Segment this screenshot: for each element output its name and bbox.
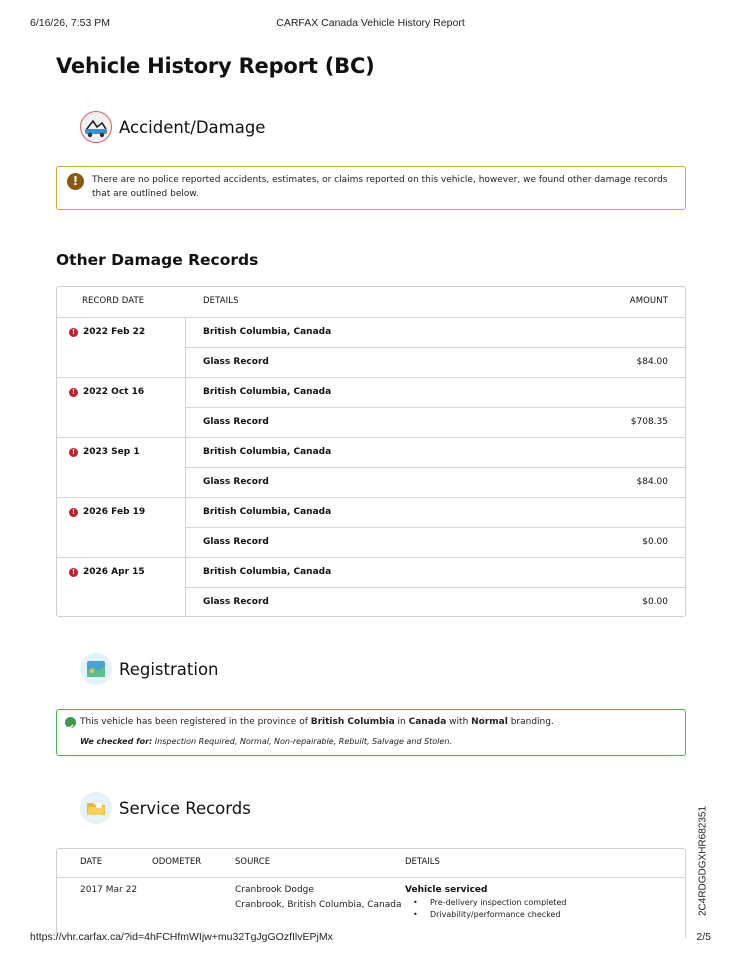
row-divider (57, 497, 685, 498)
other-damage-heading: Other Damage Records (56, 251, 259, 269)
row-divider (185, 467, 685, 468)
record-location: British Columbia, Canada (203, 387, 332, 397)
header-divider (57, 317, 685, 318)
service-source-location: Cranbrook, British Columbia, Canada (235, 900, 402, 910)
alert-dot-icon: ! (69, 388, 78, 397)
record-amount: $0.00 (642, 537, 668, 547)
record-location: British Columbia, Canada (203, 447, 332, 457)
row-divider (185, 587, 685, 588)
branding: Normal (471, 717, 508, 727)
col-amount: AMOUNT (629, 296, 668, 306)
vin-text: 2C4RDGDGXHR682351 (697, 805, 709, 917)
col-odometer: ODOMETER (152, 857, 202, 867)
car-crash-icon (80, 111, 112, 143)
row-divider (185, 347, 685, 348)
row-divider (57, 437, 685, 438)
print-header (30, 17, 711, 31)
alert-dot-icon: ! (69, 508, 78, 517)
row-divider (185, 527, 685, 528)
col-record-date: RECORD DATE (82, 296, 145, 306)
col-details: DETAILS (405, 857, 440, 867)
print-footer (30, 931, 711, 945)
record-amount: $0.00 (642, 597, 668, 607)
record-type: Glass Record (203, 417, 269, 427)
record-date: ! 2026 Feb 19 (69, 505, 145, 519)
record-location: British Columbia, Canada (203, 327, 332, 337)
folder-icon (80, 792, 112, 824)
exclamation-icon: ! (67, 173, 84, 190)
accident-heading: Accident/Damage (119, 117, 266, 137)
record-type: Glass Record (203, 477, 269, 487)
row-divider (57, 557, 685, 558)
accident-section-header (80, 110, 265, 144)
record-date: ! 2023 Sep 1 (69, 445, 140, 459)
service-details-list (405, 897, 566, 921)
map-icon (80, 653, 112, 685)
accident-alert-text: There are no police reported accidents, estimates, or claims reported on this vehicle, however, we found other damage records that are outlined below. (92, 175, 668, 199)
record-date: ! 2022 Feb 22 (69, 325, 145, 339)
checked-for-text: We checked for: Inspection Required, Normal, Non-repairable, Rebuilt, Salvage and Stolen. (80, 737, 452, 746)
col-source: SOURCE (235, 857, 271, 867)
header-divider (57, 877, 685, 878)
service-heading: Service Records (119, 798, 251, 818)
service-section-header (80, 791, 251, 825)
print-title: CARFAX Canada Vehicle History Report (276, 17, 465, 29)
col-details: DETAILS (203, 296, 239, 306)
alert-dot-icon: ! (69, 328, 78, 337)
record-type: Glass Record (203, 597, 269, 607)
page-title: Vehicle History Report (BC) (56, 54, 375, 78)
service-details-title: Vehicle serviced (405, 885, 488, 895)
registration-text: This vehicle has been registered in the province of British Columbia in Canada with Normal branding. (80, 717, 554, 727)
record-location: British Columbia, Canada (203, 507, 332, 517)
registration-heading: Registration (119, 659, 219, 679)
row-divider (185, 407, 685, 408)
registration-section-header (80, 652, 219, 686)
registration-alert (56, 709, 686, 756)
record-amount: $84.00 (636, 477, 668, 487)
record-date: ! 2026 Apr 15 (69, 565, 145, 579)
list-item: • Drivability/performance checked (405, 909, 566, 921)
print-date: 6/16/26, 7:53 PM (30, 17, 110, 29)
record-type: Glass Record (203, 537, 269, 547)
record-date: ! 2022 Oct 16 (69, 385, 144, 399)
record-amount: $84.00 (636, 357, 668, 367)
record-location: British Columbia, Canada (203, 567, 332, 577)
service-source-name: Cranbrook Dodge (235, 885, 314, 895)
row-divider (57, 377, 685, 378)
alert-dot-icon: ! (69, 568, 78, 577)
record-amount: $708.35 (630, 417, 668, 427)
accident-alert (56, 166, 686, 210)
service-records-table (56, 848, 686, 938)
country: Canada (408, 717, 447, 727)
check-circle-icon (65, 717, 76, 728)
print-url[interactable]: https://vhr.carfax.ca/?id=4hFCHfmWIjw+mu32TgJgGOzfIlvEPjMx (30, 931, 333, 943)
list-item: • Pre-delivery inspection completed (405, 897, 566, 909)
vin-margin-label (683, 805, 723, 917)
other-damage-table (56, 286, 686, 617)
province: British Columbia (310, 717, 395, 727)
col-date: DATE (80, 857, 103, 867)
service-date: 2017 Mar 22 (80, 885, 138, 895)
record-type: Glass Record (203, 357, 269, 367)
alert-dot-icon: ! (69, 448, 78, 457)
page-number: 2/5 (696, 931, 711, 943)
